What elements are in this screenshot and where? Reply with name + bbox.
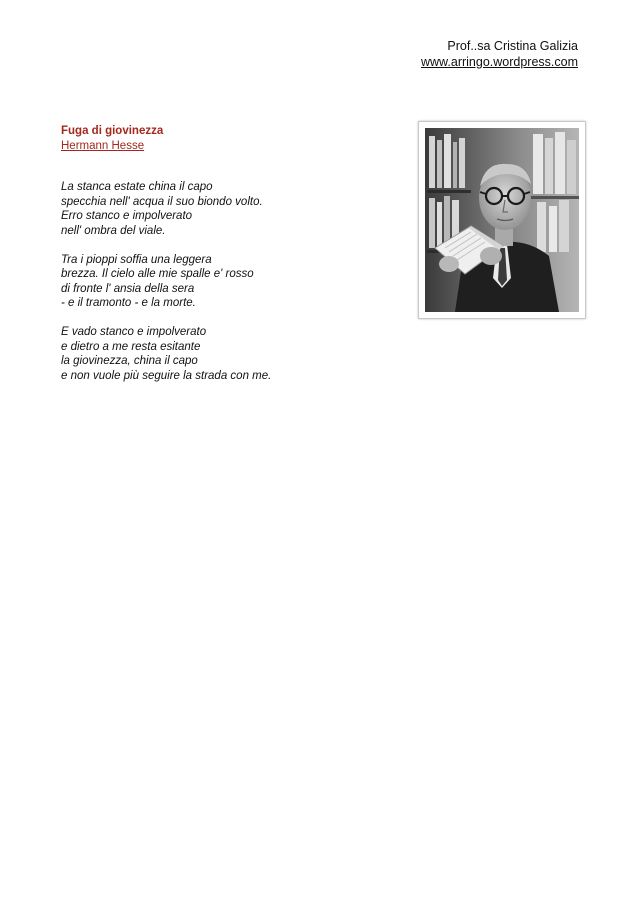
poem-line: specchia nell' acqua il suo biondo volto. — [61, 195, 263, 208]
author-photo — [425, 128, 579, 312]
poem-line: brezza. Il cielo alle mie spalle e' rosso — [61, 268, 254, 280]
poem-heading — [61, 124, 163, 153]
author-photo-frame — [418, 121, 586, 319]
poem-line: nell' ombra del viale. — [61, 224, 166, 237]
poem-line: - e il tramonto - e la morte. — [61, 297, 196, 309]
poem-stanza — [61, 325, 271, 383]
website-link[interactable]: www.arringo.wordpress.com — [421, 55, 578, 69]
portrait-photo-icon — [425, 128, 579, 312]
poem-author-link[interactable]: Hermann Hesse — [61, 139, 145, 152]
header-author-line: Prof..sa Cristina Galizia — [447, 39, 578, 53]
document-header — [421, 38, 578, 70]
poem-stanza — [61, 253, 271, 311]
poem-line: e dietro a me resta esitante — [61, 340, 201, 353]
poem-line: Tra i pioppi soffia una leggera — [61, 253, 212, 266]
poem-stanza — [61, 180, 271, 238]
poem-line: di fronte l' ansia della sera — [61, 282, 195, 295]
poem-line: Erro stanco e impolverato — [61, 210, 193, 222]
poem-line: e non vuole più seguire la strada con me. — [61, 369, 272, 382]
poem-line: E vado stanco e impolverato — [61, 326, 207, 338]
poem-body — [61, 180, 271, 398]
poem-line: La stanca estate china il capo — [61, 181, 213, 193]
poem-line: la giovinezza, china il capo — [61, 355, 198, 367]
poem-title: Fuga di giovinezza — [61, 125, 164, 137]
